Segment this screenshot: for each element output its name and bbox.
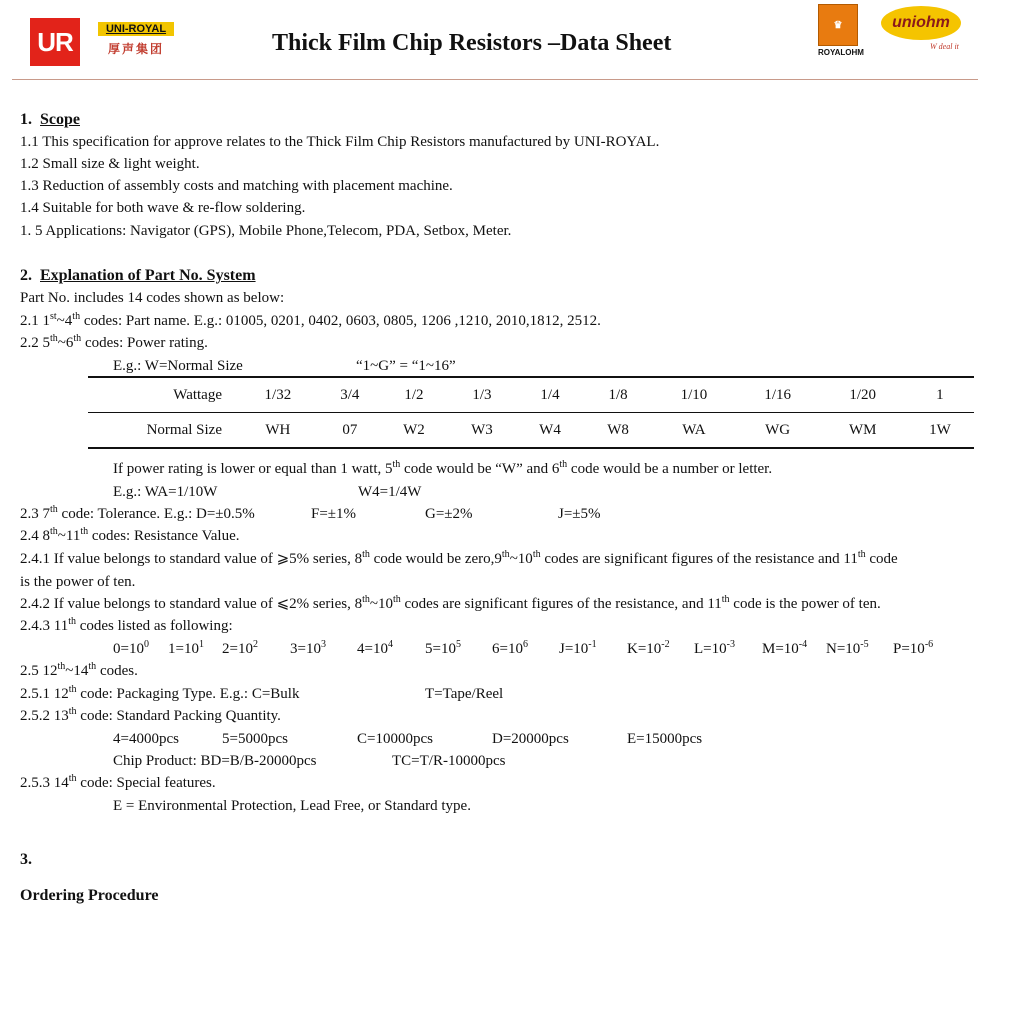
power-code: $P=10^{-6}$ (893, 639, 934, 657)
code-2-4-3: 2.4.3 11th codes listed as following: (20, 616, 233, 634)
table-cell: 1/16 (736, 377, 820, 413)
section-1-heading: 1. Scope (20, 111, 80, 128)
pack-qty: C=10000pcs (357, 731, 433, 747)
table-cell: 1/20 (820, 377, 906, 413)
table-header-normal-size: Normal Size (88, 413, 236, 449)
chip-product-tc: TC=T/R-10000pcs (392, 753, 506, 769)
pack-qty: E=15000pcs (627, 731, 703, 747)
table-row (88, 413, 974, 449)
section-2-heading: 2. Explanation of Part No. System (20, 267, 256, 284)
eg-w4: W4=1/4W (358, 484, 422, 500)
code-2-4-1: 2.4.1 If value belongs to standard value of ⩾5% series, 8th code would be zero,9th~10th codes are significant figures of the resistance and 11th code (20, 549, 898, 567)
code-2-4-2: 2.4.2 If value belongs to standard value of ⩽2% series, 8th~10th codes are significant figures of the resistance, and 11th code is the power of ten. (20, 594, 881, 612)
table-cell: WH (236, 413, 320, 449)
code-2-5-3: 2.5.3 14th code: Special features. (20, 773, 216, 791)
tolerance-g: G=±2% (425, 506, 473, 522)
section-3-heading: 3. Ordering Procedure (20, 851, 159, 904)
chip-product-bd: Chip Product: BD=B/B-20000pcs (113, 753, 317, 769)
table-cell: 1 (906, 377, 974, 413)
power-note: If power rating is lower or equal than 1 watt, 5th code would be “W” and 6th code would be a number or letter. (113, 459, 773, 477)
table-cell: 1/32 (236, 377, 320, 413)
code-2-5-2: 2.5.2 13th code: Standard Packing Quantity. (20, 706, 281, 724)
royalohm-label: ROYALOHM (818, 48, 864, 57)
power-code: $1=10^1$ (168, 639, 204, 657)
partno-intro: Part No. includes 14 codes shown as below: (20, 290, 285, 306)
power-code: $K=10^{-2}$ (627, 639, 670, 657)
special-features-e: E = Environmental Protection, Lead Free, or Standard type. (113, 798, 471, 814)
table-cell: 1/4 (516, 377, 584, 413)
table-cell: W4 (516, 413, 584, 449)
power-code: $2=10^2$ (222, 639, 258, 657)
power-code: $6=10^6$ (492, 639, 528, 657)
page-title: Thick Film Chip Resistors –Data Sheet (272, 30, 672, 56)
table-cell: W2 (380, 413, 448, 449)
tolerance-j: J=±5% (558, 506, 601, 522)
table-cell: 1/3 (448, 377, 516, 413)
header-divider (12, 79, 978, 80)
power-code: $J=10^{-1}$ (559, 639, 597, 657)
code-2-2: 2.2 5th~6th codes: Power rating. (20, 333, 208, 351)
code-2-3: 2.3 7th code: Tolerance. E.g.: D=±0.5% (20, 504, 255, 522)
code-2-5-1: 2.5.1 12th code: Packaging Type. E.g.: C=Bulk (20, 684, 300, 702)
uniroyal-logo-cn: 厚声集团 (107, 42, 164, 56)
table-cell: 1/10 (652, 377, 736, 413)
code-2-5: 2.5 12th~14th codes. (20, 661, 138, 679)
uniroyal-logo (98, 22, 174, 60)
uniohm-logo: uniohm (881, 6, 961, 40)
power-code: $4=10^4$ (357, 639, 393, 657)
table-cell: WM (820, 413, 906, 449)
scope-item: 1.4 Suitable for both wave & re-flow soldering. (20, 200, 306, 216)
table-cell: 3/4 (320, 377, 380, 413)
table-cell: 1/8 (584, 377, 652, 413)
power-code: $M=10^{-4}$ (762, 639, 808, 657)
uniohm-tagline: W deal it (930, 42, 959, 51)
royalohm-badge-icon: ♛ (818, 4, 858, 46)
table-cell: 1W (906, 413, 974, 449)
wattage-table (88, 376, 974, 449)
power-code: $5=10^5$ (425, 639, 461, 657)
table-cell: WA (652, 413, 736, 449)
pack-qty: 4=4000pcs (113, 731, 179, 747)
scope-item: 1. 5 Applications: Navigator (GPS), Mobile Phone,Telecom, PDA, Setbox, Meter. (20, 223, 512, 239)
eg-range: “1~G” = “1~16” (356, 358, 456, 374)
packaging-tape-reel: T=Tape/Reel (425, 686, 504, 702)
eg-normal-size: E.g.: W=Normal Size (113, 358, 243, 374)
royalohm-logo (818, 4, 864, 58)
table-cell: W8 (584, 413, 652, 449)
table-cell: W3 (448, 413, 516, 449)
power-code: $L=10^{-3}$ (694, 639, 735, 657)
uniroyal-logo-en: UNI-ROYAL (98, 22, 174, 36)
scope-item: 1.3 Reduction of assembly costs and matching with placement machine. (20, 178, 453, 194)
pack-qty: 5=5000pcs (222, 731, 288, 747)
pack-qty: D=20000pcs (492, 731, 569, 747)
power-code: $0=10^0$ (113, 639, 149, 657)
table-header-wattage: Wattage (88, 377, 236, 413)
power-code: $N=10^{-5}$ (826, 639, 869, 657)
table-cell: 1/2 (380, 377, 448, 413)
code-2-4: 2.4 8th~11th codes: Resistance Value. (20, 526, 240, 544)
eg-wa: E.g.: WA=1/10W (113, 484, 218, 500)
code-2-4-1-cont: is the power of ten. (20, 574, 136, 590)
table-cell: 07 (320, 413, 380, 449)
scope-item: 1.2 Small size & light weight. (20, 156, 200, 172)
ur-logo: UR (30, 18, 80, 66)
table-row (88, 377, 974, 413)
code-2-1: 2.1 1st~4th codes: Part name. E.g.: 01005, 0201, 0402, 0603, 0805, 1206 ,1210, 2010,1812, 2512. (20, 311, 601, 329)
table-cell: WG (736, 413, 820, 449)
tolerance-f: F=±1% (311, 506, 357, 522)
power-code: $3=10^3$ (290, 639, 326, 657)
scope-item: 1.1 This specification for approve relates to the Thick Film Chip Resistors manufactured by UNI-ROYAL. (20, 134, 660, 150)
